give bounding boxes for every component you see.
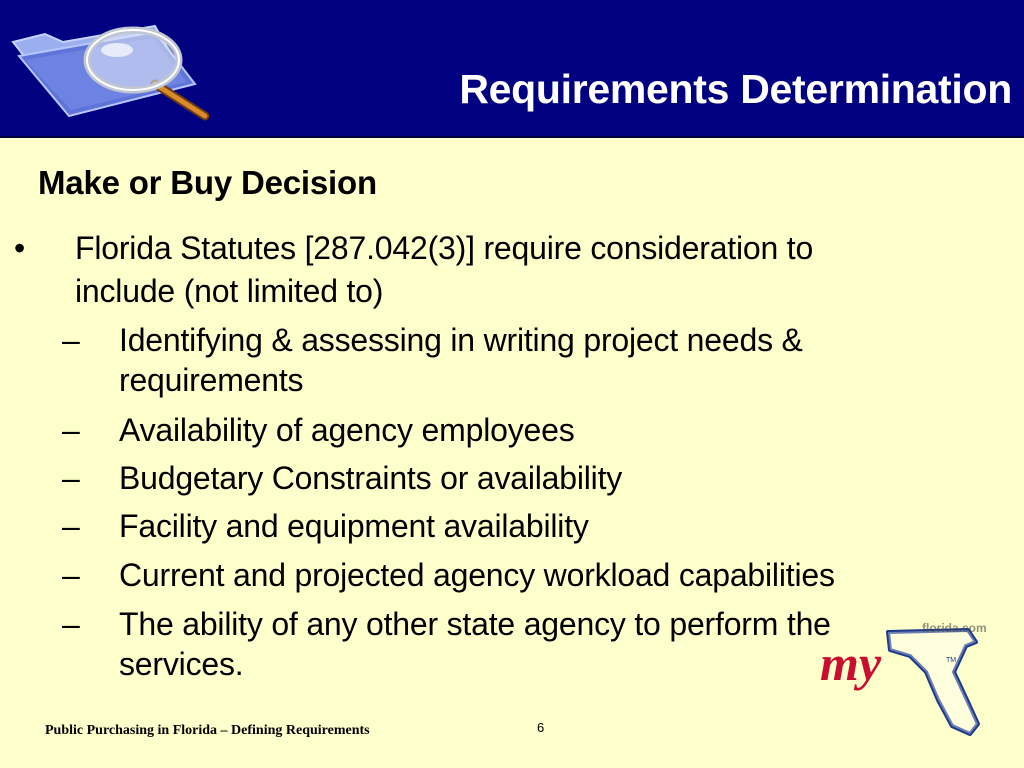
sub-bullet-dash: –: [62, 412, 80, 448]
sub-bullet-text: Current and projected agency workload capabilities: [119, 557, 835, 593]
sub-bullet-text: Identifying & assessing in writing project needs &: [119, 322, 803, 358]
bullet-text-line-2: include (not limited to): [75, 273, 384, 309]
sub-bullet-text-continued: services.: [119, 646, 244, 682]
myflorida-logo-icon: [818, 612, 998, 738]
logo-tm-text: TM: [946, 657, 957, 664]
sub-bullet-text: Facility and equipment availability: [119, 508, 589, 544]
footer-text: Public Purchasing in Florida – Defining Requirements: [45, 723, 370, 738]
slide-title: Requirements Determination: [459, 66, 1012, 112]
sub-bullet-dash: –: [62, 557, 80, 593]
sub-bullet-text: The ability of any other state agency to perform the: [119, 606, 831, 642]
sub-bullet-dash: –: [62, 508, 80, 544]
sub-bullet-dash: –: [62, 460, 80, 496]
page-number: 6: [537, 720, 545, 735]
bullet-point: •: [14, 230, 26, 266]
folder-magnifier-icon: [5, 12, 215, 122]
sub-bullet-text: Availability of agency employees: [119, 412, 575, 448]
logo-my-text: my: [820, 635, 882, 691]
sub-bullet-dash: –: [62, 606, 80, 642]
header-bar: [0, 0, 1024, 138]
bullet-text-line-1: Florida Statutes [287.042(3)] require consideration to: [75, 230, 814, 266]
logo-url-text: florida.com: [922, 621, 987, 635]
sub-bullet-dash: –: [62, 322, 80, 358]
section-subtitle: Make or Buy Decision: [38, 164, 377, 201]
sub-bullet-text: Budgetary Constraints or availability: [119, 460, 623, 496]
sub-bullet-text-continued: requirements: [119, 362, 304, 398]
